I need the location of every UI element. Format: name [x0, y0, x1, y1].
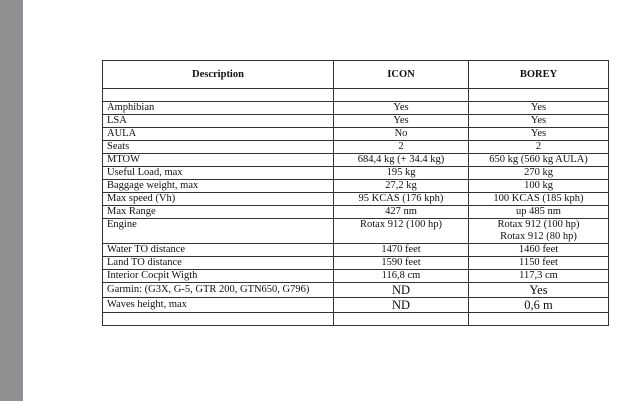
row-icon-value: 684,4 kg (+ 34.4 kg) [334, 154, 469, 167]
table-row [103, 219, 609, 244]
row-borey-value: 270 kg [469, 167, 609, 180]
row-borey-value: 0,6 m [469, 298, 609, 313]
row-description: Water TO distance [103, 244, 334, 257]
row-description: LSA [103, 115, 334, 128]
row-borey-value: up 485 nm [469, 206, 609, 219]
table-row [103, 154, 609, 167]
row-description: MTOW [103, 154, 334, 167]
row-description: Waves height, max [103, 298, 334, 313]
row-icon-value: 2 [334, 141, 469, 154]
table-row [103, 102, 609, 115]
row-icon-value: 195 kg [334, 167, 469, 180]
row-borey-value: 650 kg (560 kg AULA) [469, 154, 609, 167]
row-icon-value: 116,8 cm [334, 270, 469, 283]
row-description: Land TO distance [103, 257, 334, 270]
row-borey-value-line1: Rotax 912 (100 hp) [497, 219, 580, 230]
row-description: Max speed (Vh) [103, 193, 334, 206]
row-borey-value: 2 [469, 141, 609, 154]
row-icon-value: 1590 feet [334, 257, 469, 270]
row-description: Engine [103, 219, 334, 244]
table-row [103, 244, 609, 257]
row-description: Baggage weight, max [103, 180, 334, 193]
table-row [103, 270, 609, 283]
table-row [103, 141, 609, 154]
row-borey-value: 100 KCAS (185 kph) [469, 193, 609, 206]
row-icon-value: Yes [334, 115, 469, 128]
row-icon-value: 427 nm [334, 206, 469, 219]
row-borey-value [469, 219, 609, 244]
row-borey-value: 1460 feet [469, 244, 609, 257]
row-borey-value: Yes [469, 128, 609, 141]
row-borey-value-line2: Rotax 912 (80 hp) [500, 231, 577, 242]
table-row [103, 193, 609, 206]
row-borey-value: Yes [469, 115, 609, 128]
table-spacer-row [103, 313, 609, 326]
comparison-table [102, 60, 609, 326]
row-description: Useful Load, max [103, 167, 334, 180]
table-spacer-row [103, 89, 609, 102]
row-icon-value: 95 KCAS (176 kph) [334, 193, 469, 206]
row-description: Seats [103, 141, 334, 154]
row-icon-value: 27,2 kg [334, 180, 469, 193]
row-icon-value: 1470 feet [334, 244, 469, 257]
row-description: Garmin: (G3X, G-5, GTR 200, GTN650, G796) [103, 283, 334, 298]
row-description: AULA [103, 128, 334, 141]
header-description: Description [103, 61, 334, 89]
row-description: Max Range [103, 206, 334, 219]
row-description: Amphibian [103, 102, 334, 115]
row-description: Interior Cocpit Wigth [103, 270, 334, 283]
table-row [103, 206, 609, 219]
table-row [103, 180, 609, 193]
row-icon-value: ND [334, 298, 469, 313]
table-row [103, 128, 609, 141]
header-icon: ICON [334, 61, 469, 89]
table-row [103, 257, 609, 270]
header-borey: BOREY [469, 61, 609, 89]
row-icon-value: Rotax 912 (100 hp) [334, 219, 469, 244]
row-icon-value: ND [334, 283, 469, 298]
row-borey-value: 100 kg [469, 180, 609, 193]
table-row [103, 298, 609, 313]
row-icon-value: Yes [334, 102, 469, 115]
row-borey-value: Yes [469, 102, 609, 115]
row-borey-value: Yes [469, 283, 609, 298]
row-borey-value: 117,3 cm [469, 270, 609, 283]
table-row [103, 283, 609, 298]
table-row [103, 167, 609, 180]
table-header-row [103, 61, 609, 89]
row-borey-value: 1150 feet [469, 257, 609, 270]
row-icon-value: No [334, 128, 469, 141]
left-sidebar-bar [0, 0, 23, 401]
table-row [103, 115, 609, 128]
